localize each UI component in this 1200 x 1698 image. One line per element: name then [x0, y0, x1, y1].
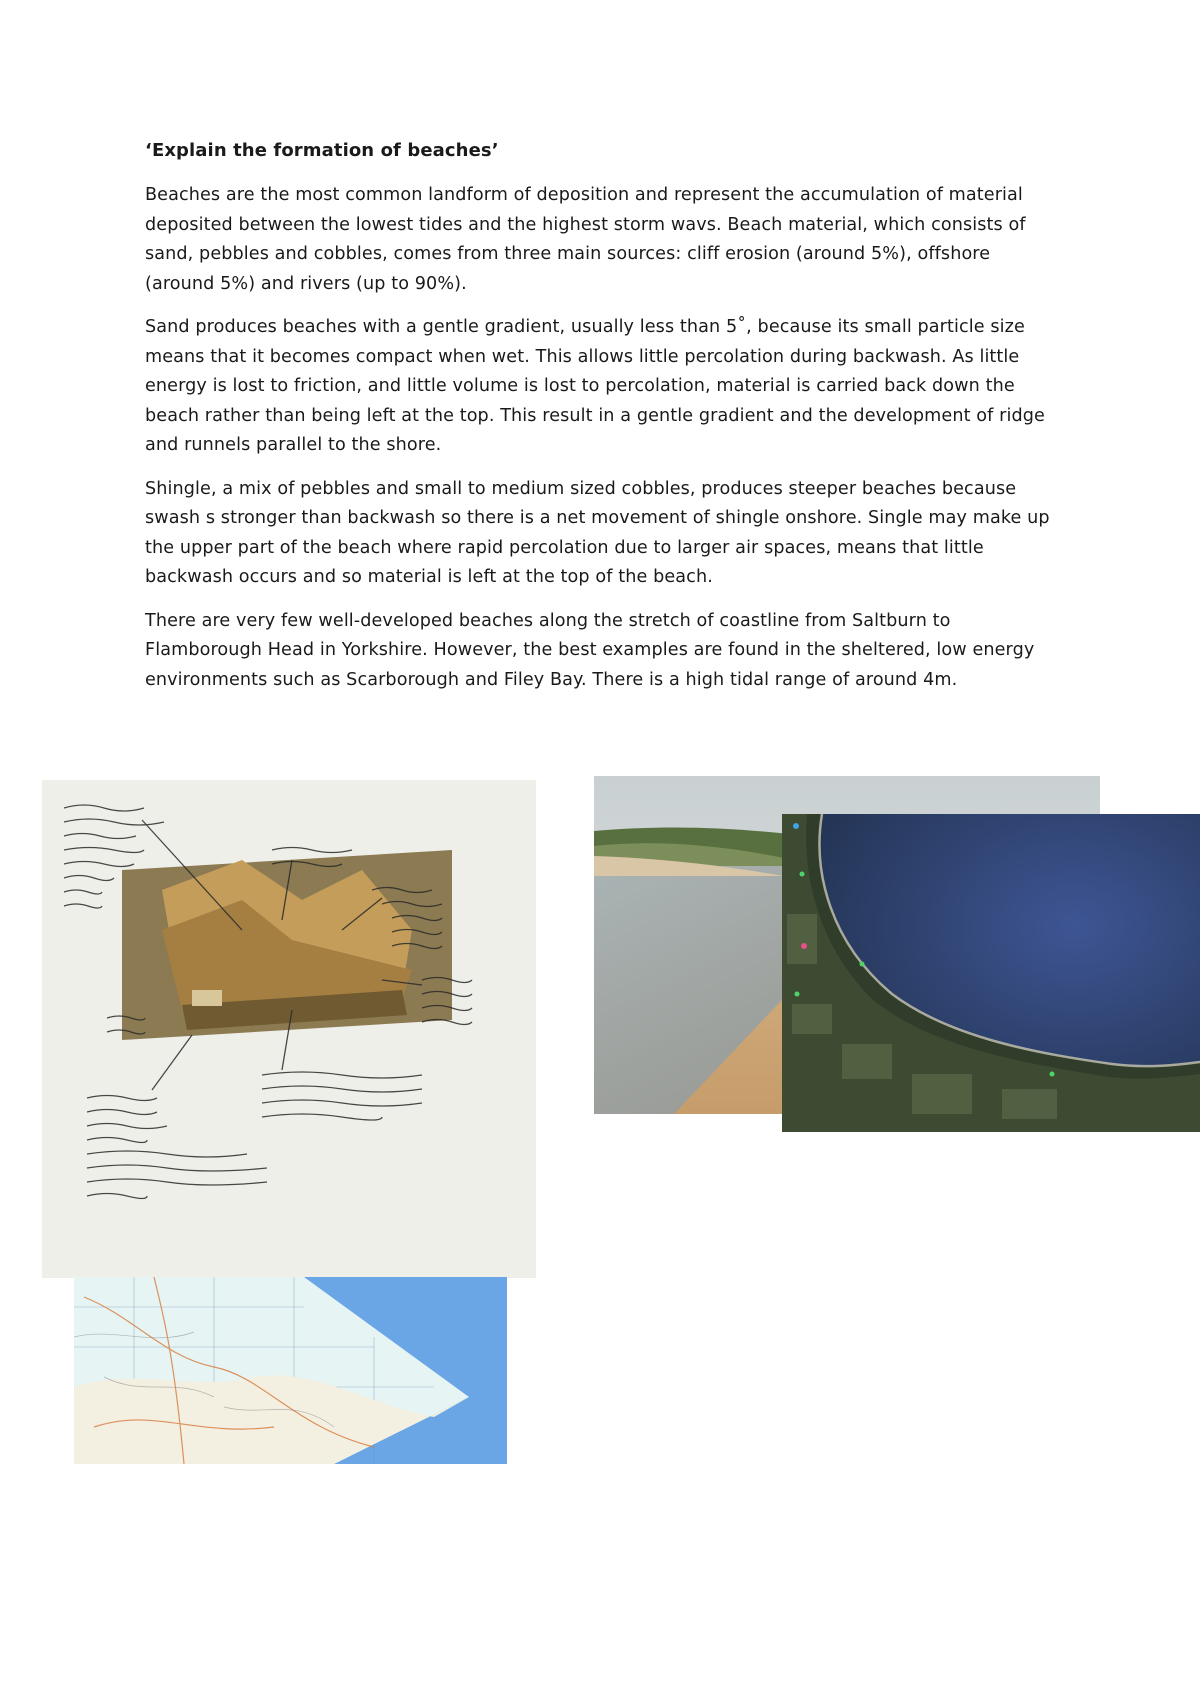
paragraph-shingle: Shingle, a mix of pebbles and small to medium sized cobbles, produces steeper beaches because swash s stronger than backwash so there is a net movement of shingle onshore. Single may make up the upper part of the beach where rapid percolation due to larger air spaces, means that little backwash occurs and so material is left at the top of the beach.: [145, 478, 1050, 587]
document-body: [145, 140, 1065, 709]
annotated-diagram-photo: [42, 780, 536, 1278]
document-title: ‘Explain the formation of beaches’: [145, 140, 499, 161]
satellite-coastline-image: [782, 814, 1200, 1132]
paragraph-intro: Beaches are the most common landform of deposition and represent the accumulation of material deposited between the lowest tides and the highest storm wavs. Beach material, which consists of sand, pebbles and cobbles, comes from three main sources: cliff erosion (around 5%), offshore (around 5%) and rivers (up to 90%).: [145, 185, 1026, 294]
coastline-map-image: [74, 1277, 507, 1464]
paragraph-yorkshire: There are very few well-developed beaches along the stretch of coastline from Saltburn to Flamborough Head in Yorkshire. However, the best examples are found in the sheltered, low energy environments such as Scarborough and Filey Bay. There is a high tidal range of around 4m.: [145, 610, 1035, 690]
paragraph-sand: Sand produces beaches with a gentle gradient, usually less than 5˚, because its small particle size means that it becomes compact when wet. This allows little percolation during backwash. As little energy is lost to friction, and little volume is lost to percolation, material is carried back down the beach rather than being left at the top. This result in a gentle gradient and the development of ridge and runnels parallel to the shore.: [145, 317, 1045, 455]
